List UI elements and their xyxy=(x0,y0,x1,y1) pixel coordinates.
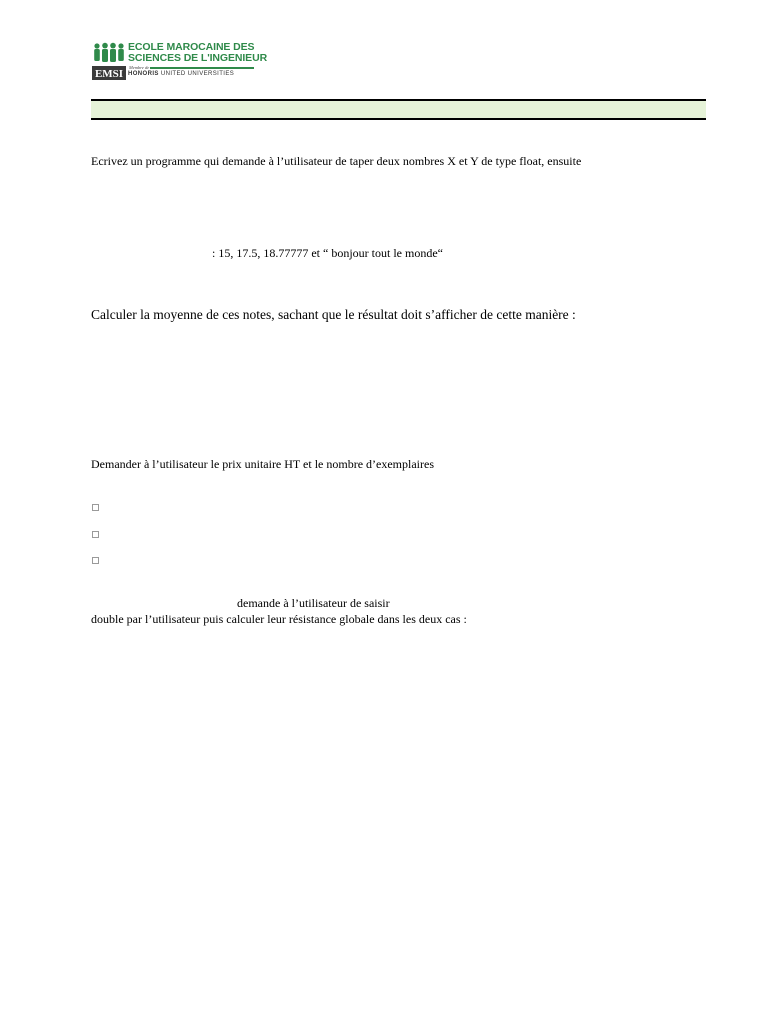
header-band xyxy=(91,99,706,120)
emsi-logo xyxy=(92,41,268,82)
checkbox-square-icon xyxy=(92,531,99,538)
people-group-icon xyxy=(92,42,126,80)
checkbox-square-icon xyxy=(92,504,99,511)
logo-divider xyxy=(150,67,254,69)
logo-network-rest: UNITED UNIVERSITIES xyxy=(158,71,235,77)
logo-mark-text: EMSI xyxy=(94,68,124,80)
exercise-4-text: Demander à l’utilisateur le prix unitaire HT et le nombre d’exemplaires xyxy=(91,457,434,471)
checkbox-square-icon xyxy=(92,557,99,564)
logo-network-bold: HONORIS xyxy=(128,71,159,77)
exercise-3-text: Calculer la moyenne de ces notes, sachant que le résultat doit s’afficher de cette manière : xyxy=(91,307,576,322)
logo-school-name xyxy=(128,42,267,64)
logo-member-of: Membre de xyxy=(129,65,150,70)
logo-name-line-2: SCIENCES DE L'INGENIEUR xyxy=(128,52,268,64)
exercise-5-text: demande à l’utilisateur de saisir xyxy=(237,596,390,610)
exercise-1-text: Ecrivez un programme qui demande à l’utilisateur de taper deux nombres X et Y de type float, ensuite xyxy=(91,154,582,168)
exercise-2-values: : 15, 17.5, 18.77777 et “ bonjour tout le monde“ xyxy=(212,246,443,260)
exercise-5-continuation: double par l’utilisateur puis calculer leur résistance globale dans les deux cas : xyxy=(91,612,467,626)
logo-network xyxy=(128,70,234,78)
logo-name-line-1: ECOLE MAROCAINE DES xyxy=(128,41,255,53)
